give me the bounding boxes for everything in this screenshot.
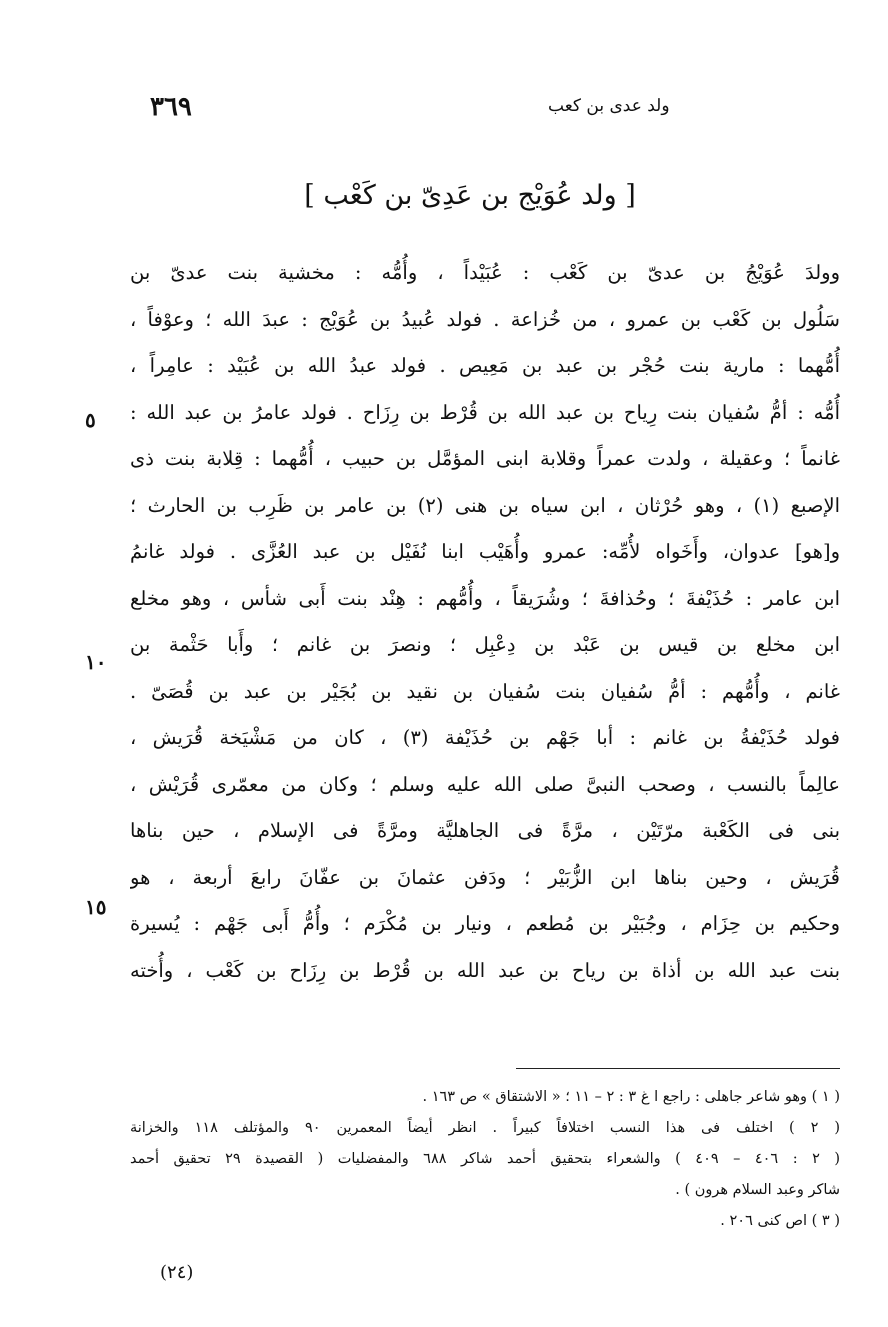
footnote-2: ( ٢ ) اختلف فى هذا النسب اختلافاً كبيراً . انظر أيضاً المعمرين ٩٠ والمؤتلف ١١٨ والخزانة [130,1120,840,1136]
body-line: الإصبع (١) ، وهو حُرْثان ، ابن سياه بن هنى (٢) بن عامر بن ظَرِب بن الحارث ؛ [130,493,840,517]
body-line: ابن عامر : حُذَيْفةَ ؛ وحُذافةَ ؛ وشُرَيقاً ، وأُمُّهم : هِنْد بنت أَبى شأس ، وهو مخلع [130,586,840,610]
body-line: بنى فى الكَعْبة مرّتَيْن ، مرَّةً فى الجاهليَّة ومرَّةً فى الإسلام ، حين بناها [130,819,840,842]
running-head [150,92,888,128]
signature-mark: (٢٤) [160,1262,194,1283]
body-line: عالِماً بالنسب ، وصحب النبىَّ صلى الله عليه وسلم ؛ وكان من معمّرى قُرَيْش ، [130,772,840,796]
body-line: و[هو] عدوان، وأَخَواه لأُمِّه: عمرو وأُهَيْب ابنا نُفَيْل بن عبد العُزَّى . فولد غانمُ [130,540,840,563]
body-line: ابن مخلع بن قيس بن عَبْد بن دِعْبِل ؛ ونصرَ بن غانم ؛ وأَبا حَثْمة بن [130,633,840,656]
line-number-15: ١٥ [85,895,107,919]
body-text [130,250,840,994]
body-line: غانم ، وأُمُّهم : أمُّ سُفيان بنت سُفيان بن نقيد بن بُجَيْر بن عبد بن قُصَىّ . [130,679,840,703]
line-number-10: ١٠ [85,650,107,674]
running-title: ولد عدى بن كعب [548,96,670,116]
footnote-2-continued: ( ٢ : ٤٠٦ – ٤٠٩ ) والشعراء بتحقيق أحمد شاكر ٦٨٨ والمفضليات ( القصيدة ٢٩ تحقيق أحمد [130,1151,840,1167]
body-line: وولدَ عُوَيْجُ بن عدىّ بن كَعْب : عُبَيْداً ، وأُمُّه : مخشية بنت عدىّ بن [130,261,840,284]
line-number-5: ٥ [85,408,96,432]
body-line: وحكيم بن حِزَام ، وجُبَيْر بن مُطعم ، ونيار بن مُكْرَم ؛ وأُمُّ أَبى جَهْم : يُسيرة [130,912,840,935]
section-heading: [ ولد عُوَيْج بن عَدِىّ بن كَعْب ] [304,180,636,211]
body-line: سَلُول بن كَعْب بن عمرو ، من خُزاعة . فولد عُبيدُ بن عُوَيْج : عبدَ الله ؛ وعوْفاً ، [130,307,840,331]
body-line: فولد حُذَيْفةُ بن غانم : أبا جَهْم بن حُذَيْفة (٣) ، كان من مَشْيَخة قُرَيش ، [130,726,840,749]
body-line: أُمُّهما : مارية بنت حُجْر بن عبد بن مَعِيص . فولد عبدُ الله بن عُبَيْد : عامِراً ، [130,354,840,377]
footnote-2-end: شاكر وعبد السلام هرون ) . [675,1182,840,1198]
footnote-divider [516,1068,840,1069]
body-line: بنت عبد الله بن أذاة بن رياح بن عبد الله بن قُرْط بن رِزَاح بن كَعْب ، وأُخته [130,958,840,982]
body-line: أُمُّه : أمُّ سُفيان بنت رِياح بن عبد الله بن قُرْط بن رِزَاح . فولد عامرُ بن عبد الله : [130,400,840,424]
footnotes [130,1082,840,1237]
body-line: غانماً ؛ وعقيلة ، ولدت عمراً وقلابة ابنى المؤمَّل بن حبيب ، أُمُّهما : قِلابة بنت ذى [130,447,840,470]
footnote-3: ( ٣ ) اص كنى ٢٠٦ . [720,1213,840,1229]
page-number: ٣٦٩ [150,92,192,122]
footnote-1: ( ١ ) وهو شاعر جاهلى : راجع ا غ ٣ : ٢ – ١١ ؛ « الاشتقاق » ص ١٦٣ . [422,1089,840,1105]
body-line: قُرَيش ، وحين بناها ابن الزُّبَيْر ؛ ودَفن عثمانَ بن عفّانَ رابعَ أربعة ، هو [130,865,840,889]
